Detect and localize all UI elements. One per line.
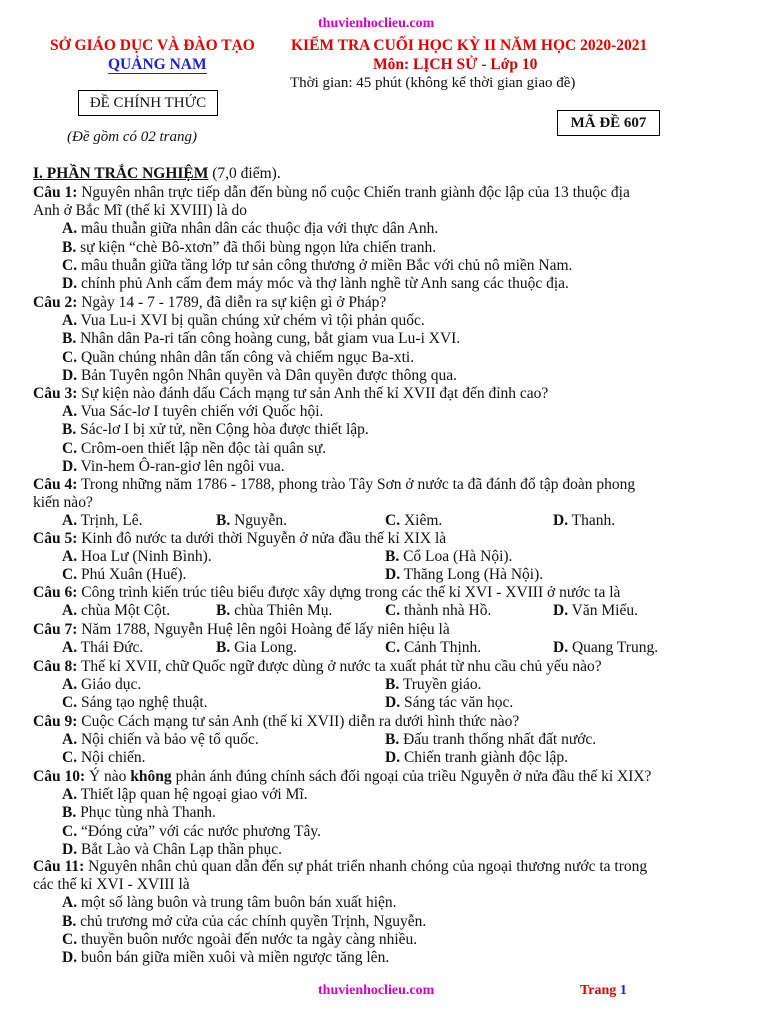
option-text: chùa Thiên Mụ.	[230, 602, 333, 620]
option-text: Chiến tranh giành độc lập.	[400, 749, 568, 767]
option-text: Thiết lập quan hệ ngoại giao với Mĩ.	[77, 786, 308, 804]
option-text: Vin-hem Ô-ran-giơ lên ngôi vua.	[77, 457, 285, 475]
option-letter: C.	[62, 749, 78, 767]
page-number	[580, 983, 627, 999]
answer-option	[62, 349, 414, 367]
question-stem	[33, 584, 620, 602]
answer-option	[62, 841, 282, 859]
option-letter: A.	[62, 548, 78, 566]
question-stem	[33, 385, 548, 403]
option-letter: A.	[62, 512, 78, 530]
option-text: buôn bán giữa miền xuôi và miền ngược tăng lên.	[77, 949, 390, 966]
answer-option	[62, 239, 436, 257]
pages-note: (Đề gồm có 02 trang)	[67, 129, 197, 145]
question-number: Câu 6:	[33, 584, 78, 601]
question-text: Ý nào	[85, 768, 131, 785]
option-letter: A.	[62, 731, 78, 749]
option-text: Sáng tác văn học.	[400, 694, 514, 712]
answer-option	[62, 458, 285, 476]
answer-option	[62, 602, 170, 620]
answer-option	[62, 639, 143, 657]
option-letter: D.	[62, 457, 78, 475]
option-text: Thăng Long (Hà Nội).	[400, 566, 544, 584]
option-text: “Đóng cửa” với các nước phương Tây.	[77, 822, 321, 840]
option-letter: A.	[62, 312, 78, 330]
answer-option	[216, 602, 332, 620]
question-text-cont: Anh ở Bắc Mĩ (thế kỉ XVIII) là do	[33, 202, 247, 220]
option-text: một số làng buôn và trung tâm buôn bán xuất hiện.	[77, 894, 397, 912]
question-number: Câu 7:	[33, 621, 78, 638]
answer-option	[62, 566, 186, 584]
option-text: Nội chiến.	[77, 749, 146, 767]
option-text: Truyền giáo.	[399, 676, 482, 694]
option-text: thuyền buôn nước ngoài đến nước ta ngày càng nhiều.	[77, 930, 418, 948]
question-stem	[33, 184, 630, 202]
question-text-cont: kiến nào?	[33, 494, 93, 512]
answer-option	[62, 913, 426, 931]
option-letter: A.	[62, 639, 78, 657]
question-number: Câu 3:	[33, 385, 78, 402]
answer-option	[553, 639, 658, 657]
option-text: Thái Đức.	[77, 639, 144, 657]
option-letter: B.	[385, 676, 400, 694]
question-text: Nguyên nhân trực tiếp dẫn đến bùng nổ cuộc Chiến tranh giành độc lập của 13 thuộc địa	[77, 184, 630, 201]
option-letter: B.	[216, 639, 231, 657]
answer-option	[62, 330, 460, 348]
answer-option	[385, 602, 491, 620]
page-label: Trang	[580, 983, 620, 998]
option-letter: D.	[385, 694, 401, 712]
province-name: QUẢNG NAM	[108, 56, 207, 73]
answer-option	[553, 512, 615, 530]
option-text: Quần chúng nhân dân tấn công và chiếm ngục Ba-xti.	[77, 348, 415, 366]
question-stem	[33, 713, 519, 731]
answer-option	[62, 421, 369, 439]
answer-option	[62, 823, 321, 841]
question-text: Ngày 14 - 7 - 1789, đã diễn ra sự kiện gì ở Pháp?	[77, 294, 387, 311]
exam-code-label: MÃ ĐỀ 607	[570, 115, 647, 131]
answer-option	[385, 676, 481, 694]
option-letter: B.	[385, 731, 400, 749]
answer-option	[385, 566, 543, 584]
option-text: Trịnh, Lê.	[77, 512, 143, 530]
answer-option	[62, 257, 572, 275]
option-letter: A.	[62, 220, 78, 238]
option-letter: C.	[62, 930, 78, 948]
option-text: Nguyễn.	[230, 512, 288, 530]
answer-option	[62, 275, 569, 293]
question-number: Câu 1:	[33, 184, 78, 201]
question-stem	[33, 294, 386, 312]
section-title: I. PHẦN TRẮC NGHIỆM	[33, 165, 209, 182]
answer-option	[553, 602, 638, 620]
question-text: Nguyên nhân chủ quan dẫn đến sự phát triển nhanh chóng của ngoại thương nước ta trong	[84, 858, 648, 875]
option-letter: D.	[62, 275, 78, 292]
option-text: Phục tùng nhà Thanh.	[76, 804, 216, 822]
option-letter: C.	[62, 439, 78, 457]
answer-option	[62, 676, 141, 694]
question-text: Trong những năm 1786 - 1788, phong trào Tây Sơn ở nước ta đã đánh đổ tập đoàn phong	[77, 476, 636, 493]
question-text: Năm 1788, Nguyễn Huệ lên ngôi Hoàng đế lấy niên hiệu là	[77, 621, 450, 638]
option-letter: C.	[62, 566, 78, 584]
option-letter: C.	[385, 602, 401, 620]
question-stem	[33, 858, 647, 876]
option-text: Nội chiến và bảo vệ tổ quốc.	[77, 731, 259, 749]
option-text: Vua Lu-i XVI bị quần chúng xử chém vì tội phản quốc.	[77, 312, 425, 330]
option-text: Bắt Lào và Chân Lạp thần phục.	[77, 840, 282, 858]
option-text: Cổ Loa (Hà Nội).	[399, 548, 513, 566]
option-letter: C.	[62, 348, 78, 366]
option-letter: D.	[62, 840, 78, 858]
question-stem	[33, 476, 635, 494]
option-letter: C.	[62, 822, 78, 840]
option-text: Đấu tranh thống nhất đất nước.	[399, 731, 597, 749]
answer-option	[385, 731, 596, 749]
option-text: Thanh.	[568, 512, 616, 530]
option-letter: C.	[385, 639, 401, 657]
question-text-cont: các thế kỉ XVI - XVIII là	[33, 876, 190, 894]
option-text: Gia Long.	[230, 639, 297, 657]
option-text: Crôm-oen thiết lập nền độc tài quân sự.	[77, 439, 327, 457]
answer-option	[62, 949, 389, 967]
site-watermark-top: thuvienhoclieu.com	[318, 16, 435, 31]
option-text: Vua Sác-lơ I tuyên chiến với Quốc hội.	[77, 403, 324, 421]
option-text: mâu thuẫn giữa nhân dân các thuộc địa với thực dân Anh.	[77, 220, 439, 238]
official-exam-label: ĐỀ CHÍNH THỨC	[89, 95, 207, 111]
question-text: Kinh đô nước ta dưới thời Nguyễn ở nửa đầu thế kỉ XIX là	[77, 530, 447, 547]
answer-option	[385, 749, 568, 767]
question-number: Câu 9:	[33, 713, 78, 730]
option-letter: D.	[553, 639, 569, 657]
option-letter: A.	[62, 786, 78, 804]
option-letter: D.	[62, 949, 78, 966]
question-text: Công trình kiến trúc tiêu biểu được xây dựng trong các thế kỉ XVI - XVIII ở nước ta là	[77, 584, 621, 601]
option-text: Xiêm.	[400, 512, 443, 530]
question-number: Câu 5:	[33, 530, 78, 547]
option-letter: A.	[62, 676, 78, 694]
section-heading	[33, 165, 281, 183]
answer-option	[62, 931, 417, 949]
option-text: Giáo dục.	[77, 676, 142, 694]
question-number: Câu 2:	[33, 294, 78, 311]
option-letter: A.	[62, 894, 78, 912]
option-text: Sác-lơ I bị xử tử, nền Cộng hòa được thiết lập.	[76, 421, 369, 439]
option-letter: D.	[553, 512, 569, 530]
question-number: Câu 4:	[33, 476, 78, 493]
option-text: chùa Một Cột.	[77, 602, 171, 620]
option-letter: B.	[62, 912, 77, 930]
answer-option	[62, 786, 308, 804]
time-line: Thời gian: 45 phút (không kể thời gian giao đề)	[290, 75, 576, 91]
section-points: (7,0 điểm).	[208, 165, 281, 182]
answer-option	[216, 512, 287, 530]
answer-option	[62, 548, 212, 566]
answer-option	[62, 749, 146, 767]
option-letter: B.	[62, 804, 77, 822]
option-letter: B.	[216, 602, 231, 620]
answer-option	[62, 367, 457, 385]
option-text: mâu thuẫn giữa tầng lớp tư sản công thương ở miền Bắc với chủ nô miền Nam.	[77, 256, 573, 274]
question-text: Thế kỉ XVII, chữ Quốc ngữ được dùng ở nước ta xuất phát từ nhu cầu chủ yếu nào?	[77, 658, 602, 675]
answer-option	[62, 731, 259, 749]
answer-option	[385, 548, 512, 566]
question-stem	[33, 768, 651, 786]
question-stem	[33, 530, 446, 548]
option-letter: C.	[385, 512, 401, 530]
option-letter: D.	[385, 749, 401, 767]
option-letter: B.	[62, 330, 77, 348]
option-text: Cảnh Thịnh.	[400, 639, 482, 657]
option-letter: B.	[62, 421, 77, 439]
option-letter: B.	[62, 238, 77, 256]
option-text: Nhân dân Pa-ri tấn công hoàng cung, bắt giam vua Lu-i XVI.	[76, 330, 461, 348]
option-text: Quang Trung.	[568, 639, 659, 657]
site-watermark-bottom: thuvienhoclieu.com	[318, 983, 435, 998]
option-letter: C.	[62, 694, 78, 712]
answer-option	[62, 894, 397, 912]
question-stem	[33, 621, 450, 639]
question-text: Cuộc Cách mạng tư sản Anh (thế kỉ XVII) diễn ra dưới hình thức nào?	[77, 713, 520, 730]
question-number: Câu 11:	[33, 858, 85, 875]
option-text: chính phủ Anh cấm đem máy móc và thợ lành nghề từ Anh sang các thuộc địa.	[77, 275, 569, 292]
official-exam-box	[78, 90, 218, 116]
option-text: Phú Xuân (Huế).	[77, 566, 187, 584]
answer-option	[385, 512, 442, 530]
option-text: sự kiện “chè Bô-xtơn” đã thổi bùng ngọn lửa chiến tranh.	[76, 238, 437, 256]
question-stem	[33, 658, 602, 676]
option-text: Hoa Lư (Ninh Bình).	[77, 548, 212, 566]
question-number: Câu 8:	[33, 658, 78, 675]
subject-line: Môn: LỊCH SỬ - Lớp 10	[373, 56, 538, 73]
option-text: Bản Tuyên ngôn Nhân quyền và Dân quyền được thông qua.	[77, 366, 458, 384]
option-letter: A.	[62, 602, 78, 620]
option-letter: B.	[385, 548, 400, 566]
option-text: Sáng tạo nghệ thuật.	[77, 694, 208, 712]
exam-code-box	[557, 110, 660, 136]
option-letter: D.	[62, 366, 78, 384]
department-name: SỞ GIÁO DỤC VÀ ĐÀO TẠO	[50, 37, 255, 54]
answer-option	[62, 804, 216, 822]
question-emphasis: không	[130, 768, 172, 785]
option-text: chủ trương mở cửa của các chính quyền Trịnh, Nguyễn.	[76, 912, 427, 930]
answer-option	[62, 440, 326, 458]
question-text: Sự kiện nào đánh dấu Cách mạng tư sản Anh thế kỉ XVII đạt đến đỉnh cao?	[77, 385, 549, 402]
answer-option	[62, 403, 323, 421]
answer-option	[385, 639, 481, 657]
answer-option	[62, 512, 143, 530]
option-text: thành nhà Hồ.	[400, 602, 492, 620]
question-number: Câu 10:	[33, 768, 86, 785]
answer-option	[62, 312, 425, 330]
option-text: Văn Miếu.	[568, 602, 638, 620]
question-text: phản ánh đúng chính sách đối ngoại của triều Nguyễn ở nửa đầu thế kỉ XIX?	[171, 768, 652, 785]
answer-option	[216, 639, 297, 657]
exam-title: KIỂM TRA CUỐI HỌC KỲ II NĂM HỌC 2020-2021	[291, 37, 648, 54]
option-letter: D.	[385, 566, 401, 584]
option-letter: A.	[62, 403, 78, 421]
answer-option	[62, 220, 438, 238]
page-num: 1	[619, 983, 627, 998]
answer-option	[62, 694, 208, 712]
answer-option	[385, 694, 513, 712]
option-letter: B.	[216, 512, 231, 530]
option-letter: D.	[553, 602, 569, 620]
option-letter: C.	[62, 256, 78, 274]
